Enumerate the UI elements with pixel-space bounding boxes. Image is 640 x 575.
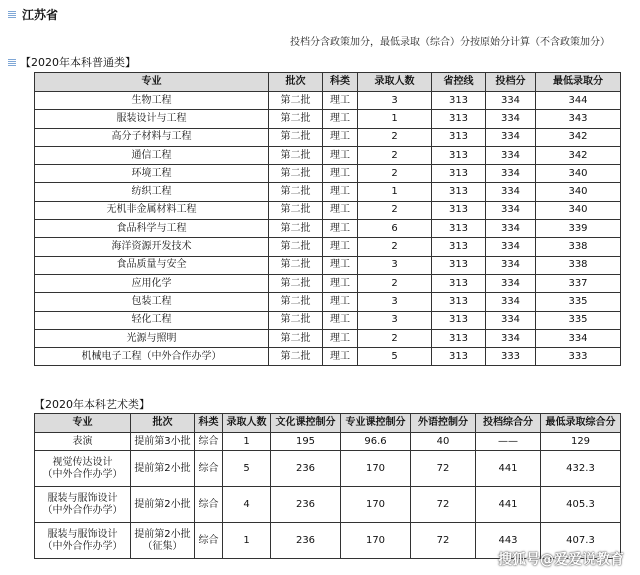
table-cell: 313 (432, 220, 486, 238)
major-note: （中外合作办学） (42, 468, 123, 480)
major-note: （中外合作办学） (42, 504, 123, 516)
table-cell: 72 (411, 451, 476, 487)
table-cell: 食品质量与安全 (35, 256, 269, 274)
table-cell: 313 (432, 110, 486, 128)
table-cell: 2 (358, 274, 432, 292)
table-cell: 理工 (323, 293, 358, 311)
table-cell: 第二批 (269, 165, 323, 183)
table-cell: 334 (486, 146, 536, 164)
table-cell: 5 (358, 348, 432, 366)
table-cell: 第二批 (269, 220, 323, 238)
table-cell: 1 (358, 183, 432, 201)
table-cell: 40 (411, 433, 476, 451)
art-section-title: 【2020年本科艺术类】 (34, 398, 150, 411)
batch-name: 提前第2小批 (134, 462, 191, 474)
table-row (35, 451, 621, 487)
table-cell: 334 (486, 165, 536, 183)
table-cell: 第二批 (269, 238, 323, 256)
table-cell: 应用化学 (35, 274, 269, 292)
column-header: 科类 (195, 414, 223, 433)
table-cell: 337 (536, 274, 621, 292)
general-section-title: 【2020年本科普通类】 (20, 56, 136, 69)
table-cell: 3 (358, 92, 432, 110)
table-cell: 理工 (323, 329, 358, 347)
table-cell: 170 (341, 487, 411, 523)
table-cell: 机械电子工程（中外合作办学） (35, 348, 269, 366)
table-cell: 313 (432, 348, 486, 366)
table-cell: 334 (486, 293, 536, 311)
table-cell: 170 (341, 451, 411, 487)
table-cell: 313 (432, 183, 486, 201)
table-cell: 5 (223, 451, 271, 487)
batch-note: （征集） (142, 540, 183, 552)
table-cell: 理工 (323, 311, 358, 329)
table-cell: 441 (476, 451, 541, 487)
table-cell: 334 (486, 311, 536, 329)
bullet-icon (8, 58, 16, 66)
table-cell: 食品科学与工程 (35, 220, 269, 238)
table-cell: 1 (358, 110, 432, 128)
table-cell: 2 (358, 238, 432, 256)
table-cell: 包装工程 (35, 293, 269, 311)
table-cell: 第二批 (269, 348, 323, 366)
table-cell: 高分子材料与工程 (35, 128, 269, 146)
major-name: 服装与服饰设计 (47, 528, 118, 540)
table-cell: 通信工程 (35, 146, 269, 164)
table-cell: 334 (486, 128, 536, 146)
table-cell: 334 (486, 274, 536, 292)
table-cell: 72 (411, 487, 476, 523)
table-cell: 441 (476, 487, 541, 523)
table-cell: 334 (486, 220, 536, 238)
table-cell: 第二批 (269, 256, 323, 274)
table-cell: 综合 (195, 451, 223, 487)
table-cell: 2 (358, 165, 432, 183)
table-header-row (35, 73, 621, 92)
table-cell: 第二批 (269, 329, 323, 347)
table-cell: 3 (358, 293, 432, 311)
art-admission-table (34, 413, 621, 559)
table-cell: 第二批 (269, 92, 323, 110)
table-cell (131, 451, 195, 487)
table-cell: 6 (358, 220, 432, 238)
table-row (35, 146, 621, 164)
table-cell: 313 (432, 92, 486, 110)
table-cell: 407.3 (541, 523, 621, 559)
table-row (35, 433, 621, 451)
table-cell: 334 (486, 183, 536, 201)
table-cell: 338 (536, 256, 621, 274)
table-cell: 313 (432, 329, 486, 347)
table-cell: 338 (536, 238, 621, 256)
table-cell: 综合 (195, 523, 223, 559)
table-cell: 236 (271, 487, 341, 523)
table-cell: 333 (536, 348, 621, 366)
table-cell: 理工 (323, 165, 358, 183)
table-cell: 343 (536, 110, 621, 128)
column-header: 录取人数 (358, 73, 432, 92)
bullet-icon (8, 10, 16, 18)
table-cell: 第二批 (269, 110, 323, 128)
table-cell: 生物工程 (35, 92, 269, 110)
table-cell: 1 (223, 433, 271, 451)
table-cell: 理工 (323, 110, 358, 128)
table-cell: 340 (536, 183, 621, 201)
table-cell: 339 (536, 220, 621, 238)
table-row (35, 201, 621, 219)
column-header: 专业 (35, 73, 269, 92)
table-cell: 海洋资源开发技术 (35, 238, 269, 256)
table-cell: 理工 (323, 238, 358, 256)
table-cell: 313 (432, 201, 486, 219)
table-cell: 340 (536, 201, 621, 219)
column-header: 录取人数 (223, 414, 271, 433)
table-cell (131, 523, 195, 559)
table-row (35, 329, 621, 347)
table-cell: 344 (536, 92, 621, 110)
table-row (35, 274, 621, 292)
major-name: 视觉传达设计 (52, 456, 113, 468)
table-cell: 195 (271, 433, 341, 451)
table-cell: 96.6 (341, 433, 411, 451)
table-cell: 综合 (195, 433, 223, 451)
table-cell: 第二批 (269, 293, 323, 311)
table-cell: 333 (486, 348, 536, 366)
column-header: 投档分 (486, 73, 536, 92)
table-row (35, 92, 621, 110)
table-cell: 334 (486, 92, 536, 110)
table-cell: 第二批 (269, 311, 323, 329)
table-cell: 236 (271, 523, 341, 559)
table-cell: 335 (536, 293, 621, 311)
score-note: 投档分含政策加分，最低录取（综合）分按原始分计算（不含政策加分） (290, 37, 610, 48)
table-cell: 3 (358, 256, 432, 274)
table-cell: 236 (271, 451, 341, 487)
table-cell: 72 (411, 523, 476, 559)
table-cell (35, 523, 131, 559)
table-cell: 334 (486, 110, 536, 128)
column-header: 科类 (323, 73, 358, 92)
table-cell: 理工 (323, 146, 358, 164)
table-cell: 理工 (323, 256, 358, 274)
table-cell: 理工 (323, 201, 358, 219)
column-header: 最低录取分 (536, 73, 621, 92)
table-cell: 2 (358, 128, 432, 146)
table-cell: 2 (358, 329, 432, 347)
table-cell (35, 433, 131, 451)
table-cell: 第二批 (269, 183, 323, 201)
table-cell: 313 (432, 238, 486, 256)
table-cell: 理工 (323, 92, 358, 110)
column-header: 批次 (269, 73, 323, 92)
watermark: 搜狐号@爱爱说教育 (498, 552, 624, 568)
table-cell: 理工 (323, 274, 358, 292)
batch-name: 提前第2小批 (134, 498, 191, 510)
table-cell: 313 (432, 274, 486, 292)
province-title: 江苏省 (22, 8, 59, 22)
major-note: （中外合作办学） (42, 540, 123, 552)
table-row (35, 348, 621, 366)
table-cell: 纺织工程 (35, 183, 269, 201)
table-cell: 2 (358, 146, 432, 164)
table-row (35, 220, 621, 238)
batch-name: 提前第3小批 (134, 435, 191, 447)
table-cell (131, 487, 195, 523)
table-cell: 第二批 (269, 201, 323, 219)
table-cell: 340 (536, 165, 621, 183)
table-row (35, 293, 621, 311)
column-header: 专业 (35, 414, 131, 433)
column-header: 外语控制分 (411, 414, 476, 433)
column-header: 最低录取综合分 (541, 414, 621, 433)
table-cell: 1 (223, 523, 271, 559)
table-cell: 环境工程 (35, 165, 269, 183)
table-cell: 313 (432, 293, 486, 311)
table-cell: 光源与照明 (35, 329, 269, 347)
table-cell: 无机非金属材料工程 (35, 201, 269, 219)
table-row (35, 165, 621, 183)
batch-name: 提前第2小批 (134, 528, 191, 540)
table-cell: —— (476, 433, 541, 451)
table-cell: 334 (486, 256, 536, 274)
table-cell: 第二批 (269, 274, 323, 292)
table-cell: 轻化工程 (35, 311, 269, 329)
column-header: 文化课控制分 (271, 414, 341, 433)
table-cell: 第二批 (269, 146, 323, 164)
column-header: 批次 (131, 414, 195, 433)
table-header-row (35, 414, 621, 433)
table-cell: 313 (432, 146, 486, 164)
table-cell: 335 (536, 311, 621, 329)
general-admission-table (34, 72, 621, 366)
table-cell: 342 (536, 146, 621, 164)
table-row (35, 487, 621, 523)
table-cell (131, 433, 195, 451)
table-cell: 2 (358, 201, 432, 219)
column-header: 专业课控制分 (341, 414, 411, 433)
table-cell: 313 (432, 256, 486, 274)
table-cell: 理工 (323, 128, 358, 146)
table-cell: 理工 (323, 183, 358, 201)
major-name: 服装与服饰设计 (47, 492, 118, 504)
table-cell: 服装设计与工程 (35, 110, 269, 128)
table-cell: 170 (341, 523, 411, 559)
table-cell: 理工 (323, 220, 358, 238)
table-cell: 4 (223, 487, 271, 523)
table-cell: 313 (432, 128, 486, 146)
table-cell: 理工 (323, 348, 358, 366)
table-cell: 334 (486, 329, 536, 347)
column-header: 投档综合分 (476, 414, 541, 433)
table-row (35, 128, 621, 146)
table-cell: 334 (486, 201, 536, 219)
column-header: 省控线 (432, 73, 486, 92)
table-cell: 342 (536, 128, 621, 146)
table-row (35, 110, 621, 128)
table-cell: 334 (536, 329, 621, 347)
table-cell (35, 487, 131, 523)
table-cell: 综合 (195, 487, 223, 523)
table-cell: 3 (358, 311, 432, 329)
table-row (35, 256, 621, 274)
table-cell: 432.3 (541, 451, 621, 487)
table-cell: 313 (432, 311, 486, 329)
table-cell: 405.3 (541, 487, 621, 523)
table-row (35, 183, 621, 201)
table-cell: 313 (432, 165, 486, 183)
table-cell: 第二批 (269, 128, 323, 146)
table-cell: 129 (541, 433, 621, 451)
table-row (35, 311, 621, 329)
major-name: 表演 (72, 435, 93, 447)
table-cell: 334 (486, 238, 536, 256)
table-cell: 443 (476, 523, 541, 559)
table-cell (35, 451, 131, 487)
table-row (35, 238, 621, 256)
